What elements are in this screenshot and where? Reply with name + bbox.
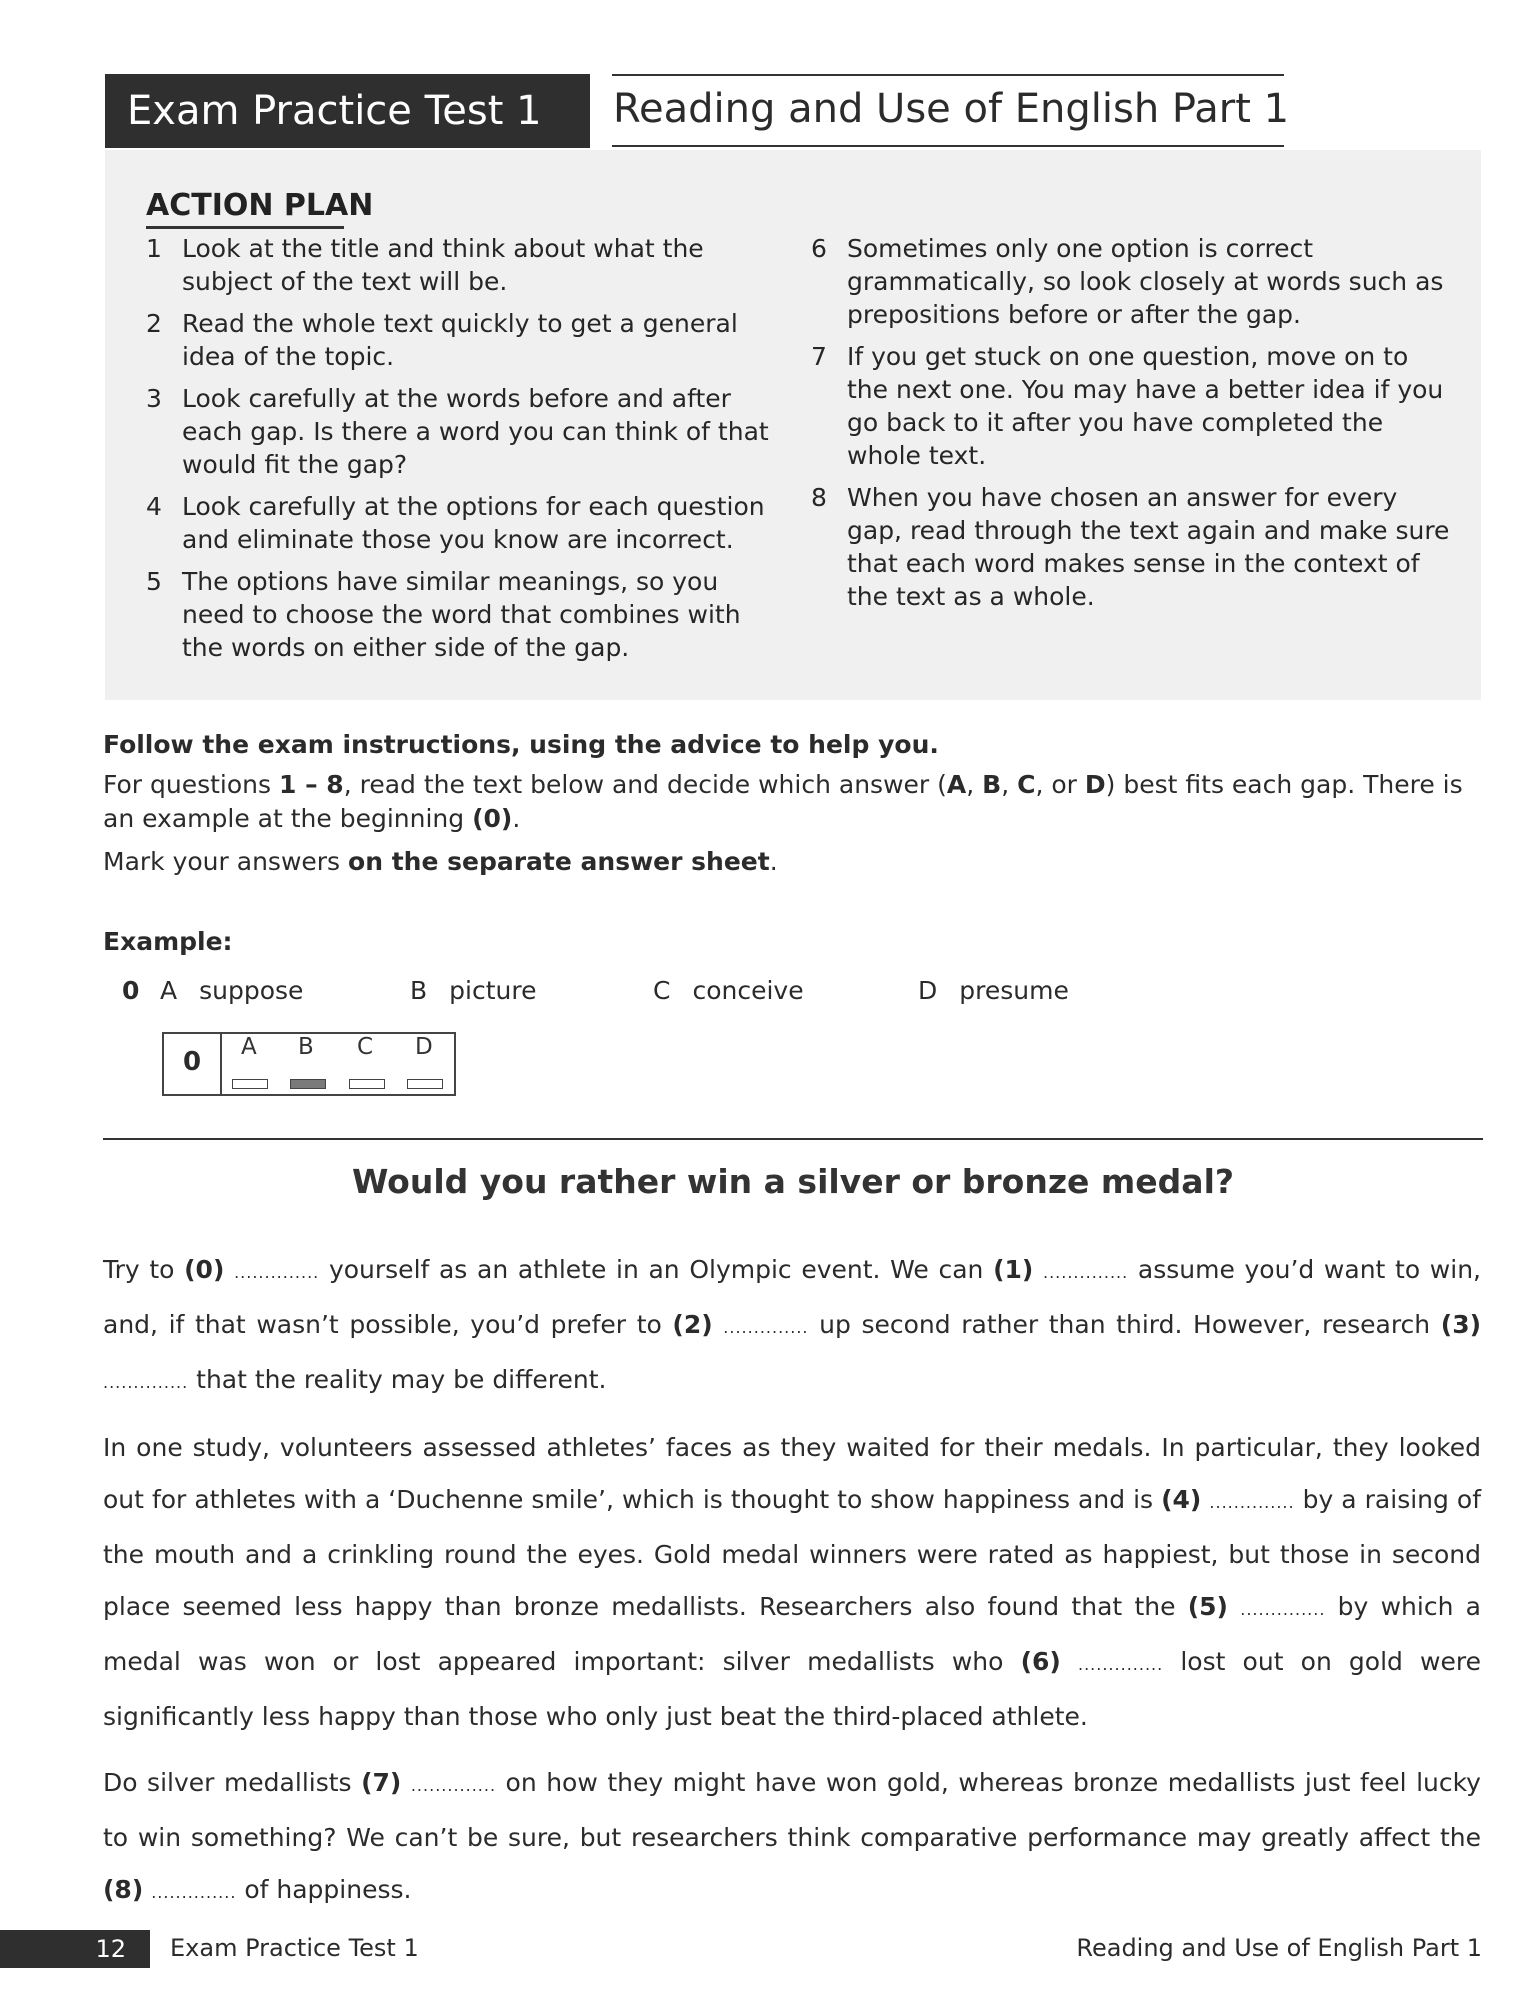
action-step: 3 Look carefully at the words before and after each gap. Is there a word you can think of that would fit the gap? — [146, 384, 769, 479]
footer-test-label: Exam Practice Test 1 — [170, 1934, 419, 1962]
example-option-d: D presume — [918, 976, 1069, 1005]
action-step: 4 Look carefully at the options for each question and eliminate those you know are incorrect. — [146, 492, 765, 554]
action-step: 2 Read the whole text quickly to get a general idea of the topic. — [146, 309, 738, 371]
action-step: 8 When you have chosen an answer for every gap, read through the text again and make sure that each word makes sense in the context of the text as a whole. — [811, 483, 1450, 611]
text-title: Would you rather win a silver or bronze medal? — [351, 1162, 1235, 1201]
example-option-b: B picture — [410, 976, 537, 1005]
action-step: 7 If you get stuck on one question, move on to the next one. You may have a better idea if you go back to it after you have completed the whole text. — [811, 342, 1444, 470]
section-title: Reading and Use of English Part 1 — [613, 86, 1290, 132]
action-plan-right-column — [811, 232, 1451, 622]
text-paragraph-3: Do silver medallists (7) .............. on how they might have won gold, whereas bronze medallists just feel lucky to win something? We can’t be sure, but researchers think comparative performance may greatly affect the (8) .............. of happiness. — [103, 1768, 1481, 1904]
instruction-follow: Follow the exam instructions, using the advice to help you. — [103, 730, 939, 759]
answer-grid-letter-c: C — [357, 1034, 374, 1060]
answer-option-box-a — [232, 1079, 268, 1089]
text-paragraph-2: In one study, volunteers assessed athletes’ faces as they waited for their medals. In particular, they looked out for athletes with a ‘Duchenne smile’, which is thought to show happiness and is (4) .............. by a raising of the mouth and a crinkling round the eyes. Gold medal winners were rated as happiest, but those in second place seemed less happy than bronze medallists. Researchers also found that the (5) .............. by which a medal was won or lost appeared important: silver medallists who (6) .............. lost out on gold were significantly less happy than those who only just beat the third-placed athlete. — [103, 1433, 1481, 1731]
action-step: 5 The options have similar meanings, so you need to choose the word that combines with the words on either side of the gap. — [146, 567, 741, 662]
footer-section-label: Reading and Use of English Part 1 — [1076, 1934, 1482, 1962]
instruction-questions: For questions 1 – 8, read the text below and decide which answer (A, B, C, or D) best fits each gap. There is an example at the beginning (0). — [103, 770, 1463, 833]
section-divider — [103, 1138, 1483, 1140]
page-number: 12 — [0, 1930, 150, 1968]
example-label: Example: — [103, 927, 233, 956]
action-plan-underline — [146, 226, 344, 229]
example-option-c: C conceive — [653, 976, 804, 1005]
action-step: 1 Look at the title and think about what the subject of the text will be. — [146, 234, 704, 296]
header-rule-top — [612, 74, 1284, 76]
answer-option-box-c — [349, 1079, 385, 1089]
text-paragraph-1: Try to (0) .............. yourself as an athlete in an Olympic event. We can (1) .............. assume you’d want to win, and, if that wasn’t possible, you’d prefer to (2) .............. up second rather than third. However, research (3) .............. that the reality may be different. — [103, 1255, 1482, 1394]
example-number: 0 — [122, 976, 140, 1005]
answer-grid-letter-d: D — [415, 1034, 433, 1060]
test-title-tab: Exam Practice Test 1 — [105, 74, 590, 148]
instruction-mark: Mark your answers on the separate answer sheet. — [103, 847, 778, 876]
answer-grid-letter-b: B — [298, 1034, 314, 1060]
answer-grid-letter-a: A — [241, 1034, 257, 1060]
header-rule-bottom — [612, 145, 1284, 147]
action-step: 6 Sometimes only one option is correct grammatically, so look closely at words such as prepositions before or after the gap. — [811, 234, 1444, 329]
answer-option-box-b — [290, 1079, 326, 1089]
answer-grid-number: 0 — [183, 1047, 202, 1077]
action-plan-title: ACTION PLAN — [146, 188, 374, 223]
answer-grid-divider — [220, 1032, 222, 1096]
example-option-a: A suppose — [160, 976, 304, 1005]
action-plan-left-column — [146, 232, 786, 673]
answer-option-box-d — [407, 1079, 443, 1089]
